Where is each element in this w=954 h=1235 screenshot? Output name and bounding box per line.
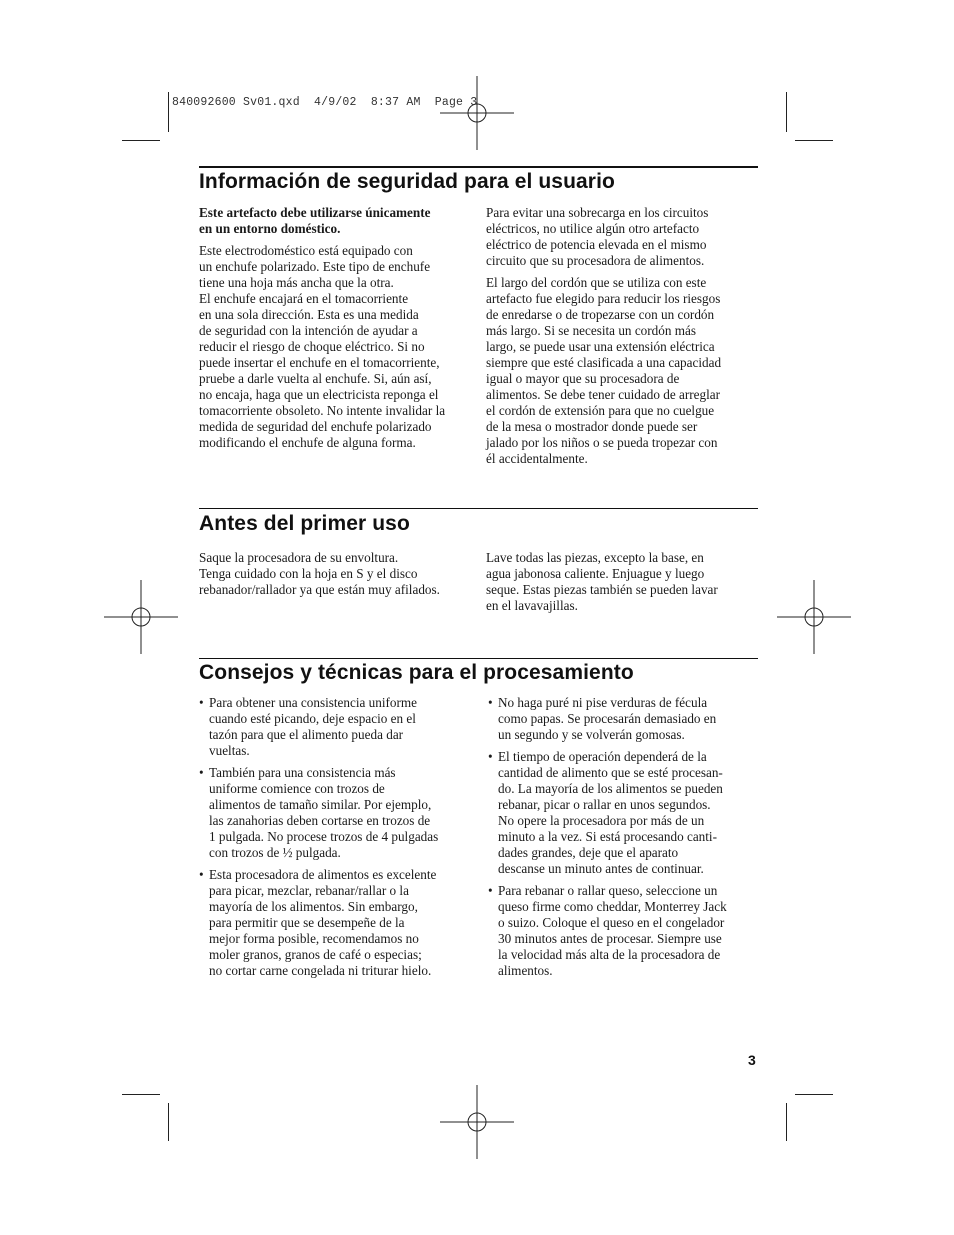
tip-text: Esta procesadora de alimentos es excelente para picar, mezclar, rebanar/rallar o la mayoría de los alimentos. Sin embargo, para permitir que se desempeñe de la mejor forma posible, recomendamos no moler granos, granos de café o especias; no cortar carne congelada ni triturar hielo.: [209, 867, 437, 978]
crop-mark-bottom-right-h: [795, 1094, 833, 1095]
section-rule-first-use: [199, 508, 758, 509]
wash-paragraph: Lave todas las piezas, excepto la base, en agua jabonosa caliente. Enjuague y luego seque. Estas piezas también se pueden lavar en el lavavajillas.: [486, 550, 718, 613]
safety-right-column: [486, 205, 758, 473]
crop-mark-bottom-left-h: [122, 1094, 160, 1095]
bullet-icon: •: [199, 867, 204, 882]
section-rule-tips: [199, 658, 758, 659]
tip-text: Para obtener una consistencia uniforme cuando esté picando, deje espacio en el tazón para que el alimento pueda dar vueltas.: [209, 695, 417, 758]
tips-right-list: [488, 695, 760, 979]
list-item: [488, 883, 760, 979]
registration-mark-top-icon: [440, 76, 514, 150]
list-item: [199, 695, 471, 759]
registration-mark-right-icon: [777, 580, 851, 654]
list-item: [488, 749, 760, 877]
first-use-left-column: [199, 550, 471, 604]
bullet-icon: •: [488, 695, 493, 710]
bullet-icon: •: [199, 695, 204, 710]
tip-text: No haga puré ni pise verduras de fécula como papas. Se procesarán demasiado en un segundo y se volverán gomosas.: [498, 695, 717, 742]
bullet-icon: •: [488, 883, 493, 898]
list-item: [488, 695, 760, 743]
crop-mark-top-right-h: [795, 140, 833, 141]
section-title-first-use: Antes del primer uso: [199, 512, 410, 535]
cord-length-paragraph: El largo del cordón que se utiliza con este artefacto fue elegido para reducir los riesgos de enredarse o de tropezarse con un cordón más largo. Si se necesita un cordón más largo, se puede usar una extensión eléctrica siempre que esté clasificada a una capacidad igual o mayor que su procesadora de alimentos. Se debe tener cuidado de arreglar el cordón de extensión para que no cuelgue de la mesa o mostrador donde puede ser jalado por los niños o se pueda tropezar con él accidentalmente.: [486, 275, 722, 466]
registration-mark-bottom-icon: [440, 1085, 514, 1159]
crop-mark-top-left-v: [168, 92, 169, 132]
print-slug: 840092600 Sv01.qxd 4/9/02 8:37 AM Page 3: [172, 96, 478, 109]
crop-mark-top-left-h: [122, 140, 160, 141]
section-title-tips: Consejos y técnicas para el procesamiento: [199, 661, 634, 684]
section-title-safety: Información de seguridad para el usuario: [199, 170, 615, 193]
tip-text: También para una consistencia más uniforme comience con trozos de alimentos de tamaño similar. Por ejemplo, las zanahorias deben cortarse en trozos de 1 pulgada. No procese trozos de 4 pulgadas con trozos de ½ pulgada.: [209, 765, 439, 860]
tips-left-list: [199, 695, 471, 979]
unpack-paragraph: Saque la procesadora de su envoltura. Tenga cuidado con la hoja en S y el disco rebanador/rallador ya que están muy afilados.: [199, 550, 440, 597]
tips-right-column: [488, 695, 760, 985]
polarized-plug-paragraph: Este electrodoméstico está equipado con un enchufe polarizado. Este tipo de enchufe tiene una hoja más ancha que la otra. El enchufe encajará en el tomacorriente en una sola dirección. Esta es una medida de seguridad con la intención de ayudar a reducir el riesgo de choque eléctrico. Si no puede insertar el enchufe en el tomacorriente, pruebe a darle vuelta al enchufe. Si, aún así, no encaja, haga que un electricista reponga el tomacorriente obsoleto. No intente invalidar la medida de seguridad del enchufe polarizado modificando el enchufe de alguna forma.: [199, 243, 446, 450]
domestic-use-note: Este artefacto debe utilizarse únicamente en un entorno doméstico.: [199, 205, 431, 236]
tip-text: El tiempo de operación dependerá de la cantidad de alimento que se esté procesan- do. La mayoría de los alimentos se pueden rebanar, picar o rallar en unos segundos. No opere la procesadora por más de un minuto a la vez. Si está procesando canti- dades grandes, deje que el aparato descanse un minuto antes de continuar.: [498, 749, 723, 876]
circuit-overload-paragraph: Para evitar una sobrecarga en los circuitos eléctricos, no utilice algún otro artefacto eléctrico de potencia elevada en el mismo circuito que su procesadora de alimentos.: [486, 205, 709, 268]
crop-mark-top-right-v: [786, 92, 787, 132]
page-number: 3: [748, 1052, 756, 1068]
tips-left-column: [199, 695, 471, 985]
safety-left-column: [199, 205, 471, 457]
registration-mark-left-icon: [104, 580, 178, 654]
crop-mark-bottom-right-v: [786, 1103, 787, 1141]
first-use-right-column: [486, 550, 758, 620]
list-item: [199, 867, 471, 979]
list-item: [199, 765, 471, 861]
bullet-icon: •: [488, 749, 493, 764]
bullet-icon: •: [199, 765, 204, 780]
crop-mark-bottom-left-v: [168, 1103, 169, 1141]
tip-text: Para rebanar o rallar queso, seleccione un queso firme como cheddar, Monterrey Jack o suizo. Coloque el queso en el congelador 30 minutos antes de procesar. Siempre use la velocidad más alta de la procesadora de alimentos.: [498, 883, 727, 978]
section-rule-safety: [199, 166, 758, 168]
